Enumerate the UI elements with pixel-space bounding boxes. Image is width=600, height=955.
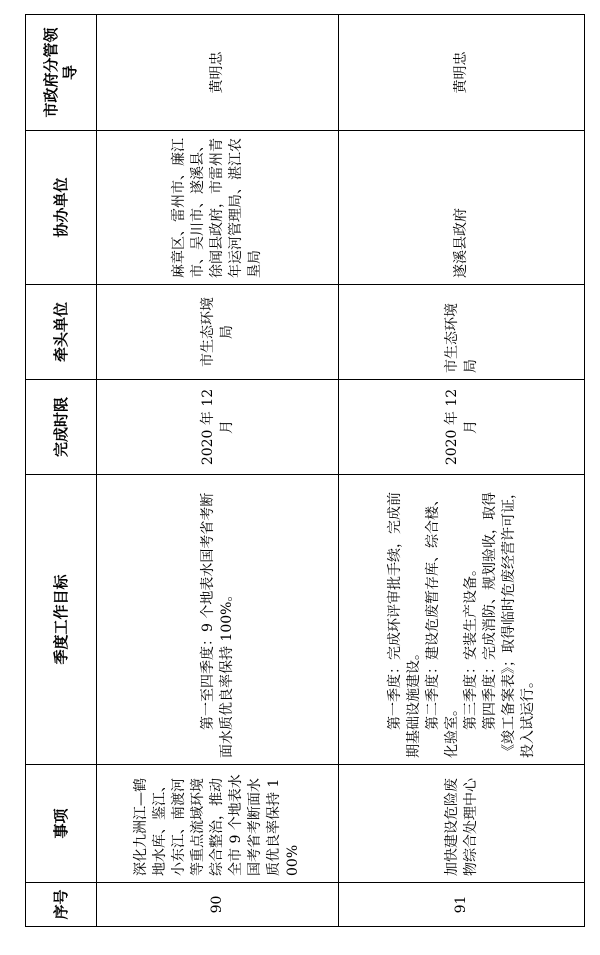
cell-seq: 91 (339, 883, 585, 927)
task-table (25, 14, 585, 927)
header-lead: 牵头单位 (26, 285, 97, 380)
table-header-row (26, 15, 97, 927)
goal-line: 第四季度：完成消防、规划验收，取得《竣工备案表》；取得临时危废经营许可证，投入试运行。 (481, 485, 536, 758)
table-row (97, 15, 339, 927)
goal-line: 第一至四季度：9 个地表水国考省考断面水质优良率保持 100%。 (199, 492, 235, 758)
header-deadline: 完成时限 (26, 380, 97, 475)
header-leader: 市政府分管领导 (26, 15, 97, 131)
goal-line: 第二季度：建设危废暂存库、综合楼、化验室。 (424, 492, 460, 758)
cell-assist: 麻章区、雷州市、廉江市、吴川市、遂溪县、徐闻县政府，市雷州青年运河管理局、湛江农垦局 (97, 131, 339, 285)
goal-line: 第一季度：完成环评审批手续，完成前期基础设施建设。 (386, 492, 422, 758)
cell-goal (97, 475, 339, 765)
cell-leader: 黄明忠 (339, 15, 585, 131)
header-goal: 季度工作目标 (26, 475, 97, 765)
header-item: 事项 (26, 765, 97, 883)
cell-seq: 90 (97, 883, 339, 927)
rotated-table-wrapper (25, 15, 575, 927)
goal-line: 第三季度：安装生产设备。 (462, 562, 479, 730)
cell-item: 加快建设危险废物综合处理中心 (339, 765, 585, 883)
cell-lead: 市生态环境局 (339, 285, 585, 380)
cell-lead: 市生态环境局 (97, 285, 339, 380)
cell-item: 深化九洲江—鹤地水库、鉴江、小东江、南渡河等重点流域环境综合整治，推动全市 9 个地表水国考省考断面水质优良率保持 100% (97, 765, 339, 883)
header-assist: 协办单位 (26, 131, 97, 285)
cell-deadline: 2020 年 12 月 (97, 380, 339, 475)
cell-deadline: 2020 年 12 月 (339, 380, 585, 475)
cell-assist: 遂溪县政府 (339, 131, 585, 285)
cell-leader: 黄明忠 (97, 15, 339, 131)
header-seq: 序号 (26, 883, 97, 927)
cell-goal (339, 475, 585, 765)
table-row (339, 15, 585, 927)
